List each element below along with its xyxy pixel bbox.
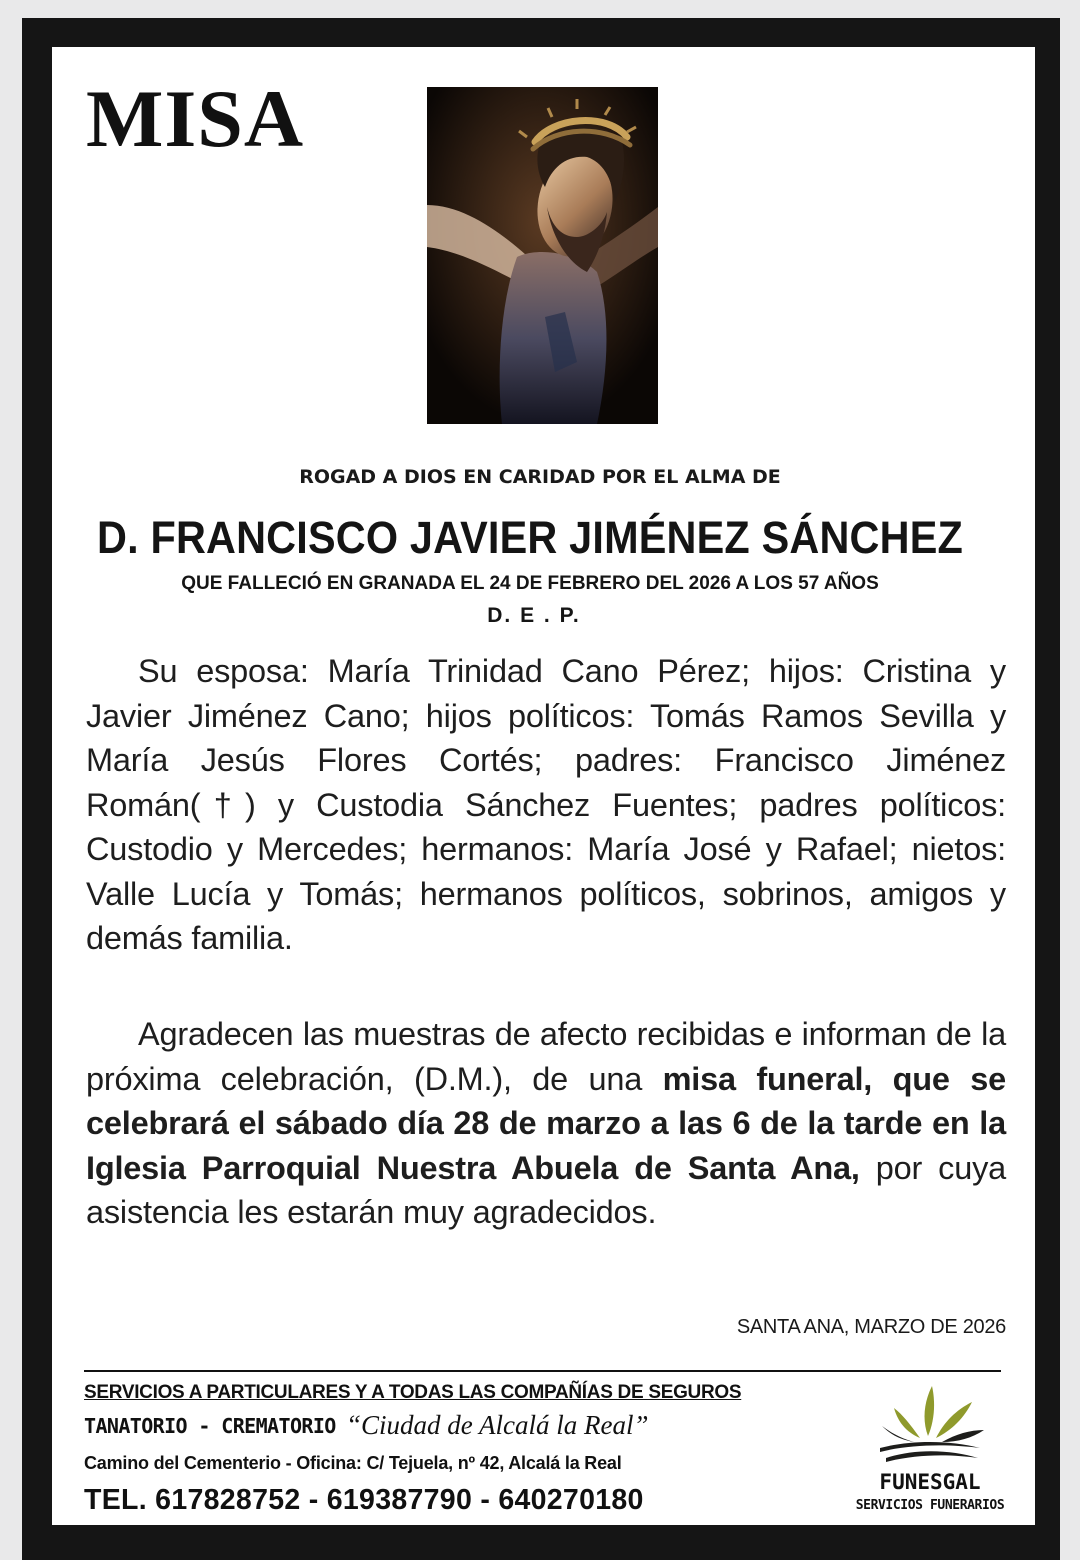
family-paragraph: Su esposa: María Trinidad Cano Pérez; hijos: Cristina y Javier Jiménez Cano; hijos políticos: Tomás Ramos Sevilla y María Jesús Flores Cortés; padres: Francisco Jiménez Román(†) y Custodia Sánchez Fuentes; padres políticos: Custodio y Mercedes; hermanos: María José y Rafael; nietos: Valle Lucía y Tomás; hermanos políticos, sobrinos, amigos y demás familia. [86,653,1006,956]
footer-divider [84,1370,1001,1372]
ciudad-name: “Ciudad de Alcalá la Real” [346,1410,649,1440]
dep-initials: D. E . P. [487,604,581,627]
address-line: Camino del Cementerio - Oficina: C/ Tejuela, nº 42, Alcalá la Real [84,1453,622,1473]
mass-details: misa funeral, que se celebrará el sábado día 28 de marzo a las 6 de la tarde en la Iglesia Parroquial Nuestra Abuela de Santa Ana, [86,1060,1006,1186]
place-date: SANTA ANA, MARZO DE 2026 [736,1316,1006,1338]
services-line: SERVICIOS A PARTICULARES Y A TODAS LAS COMPAÑÍAS DE SEGUROS [84,1382,742,1403]
crucified-christ-image [427,87,658,424]
death-info: QUE FALLECIÓ EN GRANADA EL 24 DE FEBRERO DEL 2026 A LOS 57 AÑOS [181,573,879,594]
mass-outro: por cuya asistencia les estarán muy agradecidos. [86,1149,1007,1230]
logo-name: FUNESGAL [879,1470,981,1494]
prayer-request-heading: ROGAD A DIOS EN CARIDAD POR EL ALMA DE [299,466,781,488]
tanatorio-label: TANATORIO - CREMATORIO [84,1414,336,1438]
deceased-name: D. FRANCISCO JAVIER JIMÉNEZ SÁNCHEZ [97,512,963,563]
logo-subtitle: SERVICIOS FUNERARIOS [855,1498,1005,1513]
mass-paragraph [86,1012,1006,1235]
funesgal-logo [840,1384,1030,1524]
mass-intro: Agradecen las muestras de afecto recibidas e informan de la próxima celebración, (D.M.), de una [86,1016,1006,1097]
page-title: MISA [86,73,305,164]
phone-numbers: TEL. 617828752 - 619387790 - 640270180 [84,1484,644,1516]
leaves-logo-icon [840,1384,1020,1468]
